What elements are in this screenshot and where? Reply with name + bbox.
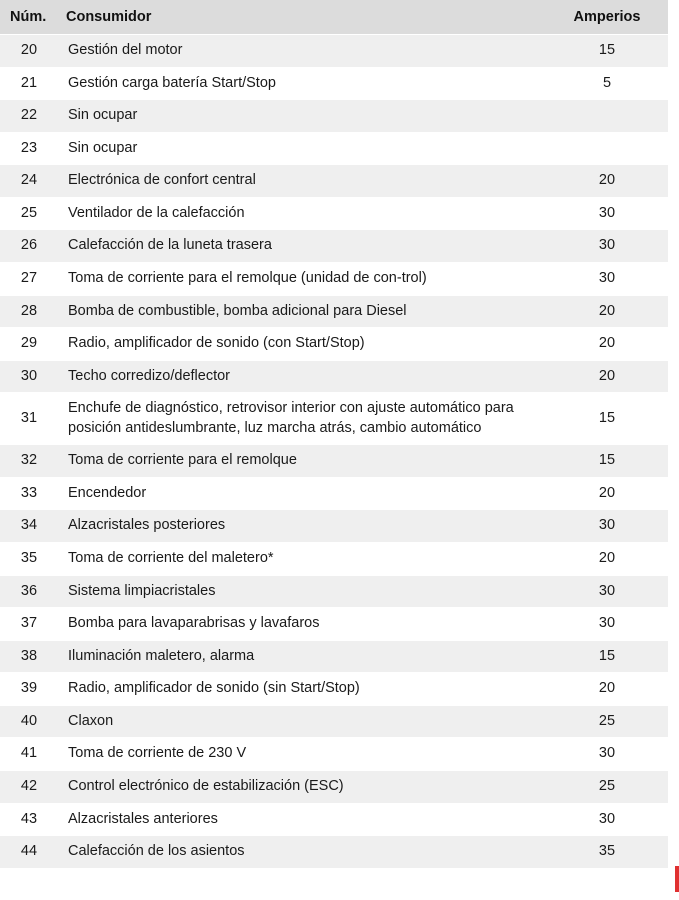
table-row <box>0 836 668 869</box>
cell-amperes: 20 <box>558 165 668 198</box>
cell-fuse-number: 43 <box>0 803 58 836</box>
cell-amperes: 30 <box>558 803 668 836</box>
cell-consumer-description: Toma de corriente de 230 V <box>58 738 558 771</box>
red-edge-marker <box>675 866 679 892</box>
cell-consumer-description: Sistema limpiacristales <box>58 575 558 608</box>
cell-consumer-description: Bomba para lavaparabrisas y lavafaros <box>58 608 558 641</box>
cell-fuse-number: 35 <box>0 543 58 576</box>
cell-amperes: 30 <box>558 262 668 295</box>
cell-consumer-description: Alzacristales posteriores <box>58 510 558 543</box>
cell-fuse-number: 26 <box>0 230 58 263</box>
table-header <box>0 0 668 35</box>
cell-fuse-number: 23 <box>0 132 58 165</box>
cell-amperes: 25 <box>558 770 668 803</box>
cell-consumer-description: Control electrónico de estabilización (ESC) <box>58 770 558 803</box>
cell-fuse-number: 34 <box>0 510 58 543</box>
cell-fuse-number: 42 <box>0 770 58 803</box>
cell-fuse-number: 28 <box>0 295 58 328</box>
table-row <box>0 510 668 543</box>
cell-fuse-number: 32 <box>0 445 58 478</box>
table-row <box>0 738 668 771</box>
cell-fuse-number: 40 <box>0 705 58 738</box>
cell-consumer-description: Gestión carga batería Start/Stop <box>58 67 558 100</box>
cell-amperes: 30 <box>558 738 668 771</box>
table-row <box>0 132 668 165</box>
cell-fuse-number: 27 <box>0 262 58 295</box>
cell-amperes: 30 <box>558 230 668 263</box>
cell-fuse-number: 22 <box>0 100 58 133</box>
cell-consumer-description: Electrónica de confort central <box>58 165 558 198</box>
cell-consumer-description: Ventilador de la calefacción <box>58 197 558 230</box>
cell-amperes: 30 <box>558 608 668 641</box>
table-header-row <box>0 0 668 35</box>
cell-consumer-description: Calefacción de los asientos <box>58 836 558 869</box>
table-body <box>0 35 668 869</box>
cell-amperes: 30 <box>558 575 668 608</box>
cell-amperes: 15 <box>558 640 668 673</box>
table-row <box>0 360 668 393</box>
table-row <box>0 393 668 445</box>
table-row <box>0 67 668 100</box>
column-header-number: Núm. <box>0 0 58 35</box>
table-row <box>0 295 668 328</box>
cell-consumer-description: Enchufe de diagnóstico, retrovisor interior con ajuste automático para posición antideslumbrante, luz marcha atrás, cambio automático <box>58 393 558 445</box>
table-row <box>0 673 668 706</box>
cell-amperes: 35 <box>558 836 668 869</box>
table-row <box>0 543 668 576</box>
cell-consumer-description: Calefacción de la luneta trasera <box>58 230 558 263</box>
cell-fuse-number: 24 <box>0 165 58 198</box>
cell-fuse-number: 41 <box>0 738 58 771</box>
table-row <box>0 165 668 198</box>
cell-fuse-number: 38 <box>0 640 58 673</box>
cell-consumer-description: Sin ocupar <box>58 100 558 133</box>
cell-fuse-number: 31 <box>0 393 58 445</box>
table-row <box>0 770 668 803</box>
cell-amperes: 20 <box>558 360 668 393</box>
cell-fuse-number: 29 <box>0 328 58 361</box>
cell-consumer-description: Alzacristales anteriores <box>58 803 558 836</box>
cell-amperes: 20 <box>558 477 668 510</box>
table-row <box>0 230 668 263</box>
cell-amperes: 30 <box>558 510 668 543</box>
cell-consumer-description: Bomba de combustible, bomba adicional para Diesel <box>58 295 558 328</box>
cell-consumer-description: Radio, amplificador de sonido (con Start/Stop) <box>58 328 558 361</box>
cell-consumer-description: Toma de corriente del maletero* <box>58 543 558 576</box>
table-row <box>0 705 668 738</box>
cell-fuse-number: 39 <box>0 673 58 706</box>
cell-consumer-description: Techo corredizo/deflector <box>58 360 558 393</box>
table-row <box>0 640 668 673</box>
cell-consumer-description: Toma de corriente para el remolque <box>58 445 558 478</box>
cell-amperes: 20 <box>558 543 668 576</box>
cell-consumer-description: Radio, amplificador de sonido (sin Start/Stop) <box>58 673 558 706</box>
column-header-consumer: Consumidor <box>58 0 558 35</box>
cell-fuse-number: 21 <box>0 67 58 100</box>
cell-fuse-number: 30 <box>0 360 58 393</box>
cell-consumer-description: Gestión del motor <box>58 35 558 68</box>
cell-amperes: 15 <box>558 35 668 68</box>
cell-amperes: 15 <box>558 445 668 478</box>
cell-fuse-number: 20 <box>0 35 58 68</box>
cell-consumer-description: Toma de corriente para el remolque (unidad de con-trol) <box>58 262 558 295</box>
cell-fuse-number: 25 <box>0 197 58 230</box>
table-row <box>0 575 668 608</box>
table-row <box>0 197 668 230</box>
cell-consumer-description: Iluminación maletero, alarma <box>58 640 558 673</box>
table-row <box>0 803 668 836</box>
table-row <box>0 477 668 510</box>
table-row <box>0 100 668 133</box>
cell-consumer-description: Sin ocupar <box>58 132 558 165</box>
cell-consumer-description: Encendedor <box>58 477 558 510</box>
column-header-amperes: Amperios <box>558 0 668 35</box>
table-row <box>0 262 668 295</box>
table-row <box>0 35 668 68</box>
cell-fuse-number: 37 <box>0 608 58 641</box>
table-row <box>0 328 668 361</box>
cell-fuse-number: 44 <box>0 836 58 869</box>
table-row <box>0 445 668 478</box>
cell-amperes: 20 <box>558 328 668 361</box>
cell-amperes: 20 <box>558 295 668 328</box>
cell-fuse-number: 33 <box>0 477 58 510</box>
cell-amperes: 30 <box>558 197 668 230</box>
cell-fuse-number: 36 <box>0 575 58 608</box>
cell-amperes: 25 <box>558 705 668 738</box>
cell-consumer-description: Claxon <box>58 705 558 738</box>
cell-amperes <box>558 132 668 165</box>
table-row <box>0 608 668 641</box>
cell-amperes: 5 <box>558 67 668 100</box>
cell-amperes: 15 <box>558 393 668 445</box>
cell-amperes <box>558 100 668 133</box>
cell-amperes: 20 <box>558 673 668 706</box>
